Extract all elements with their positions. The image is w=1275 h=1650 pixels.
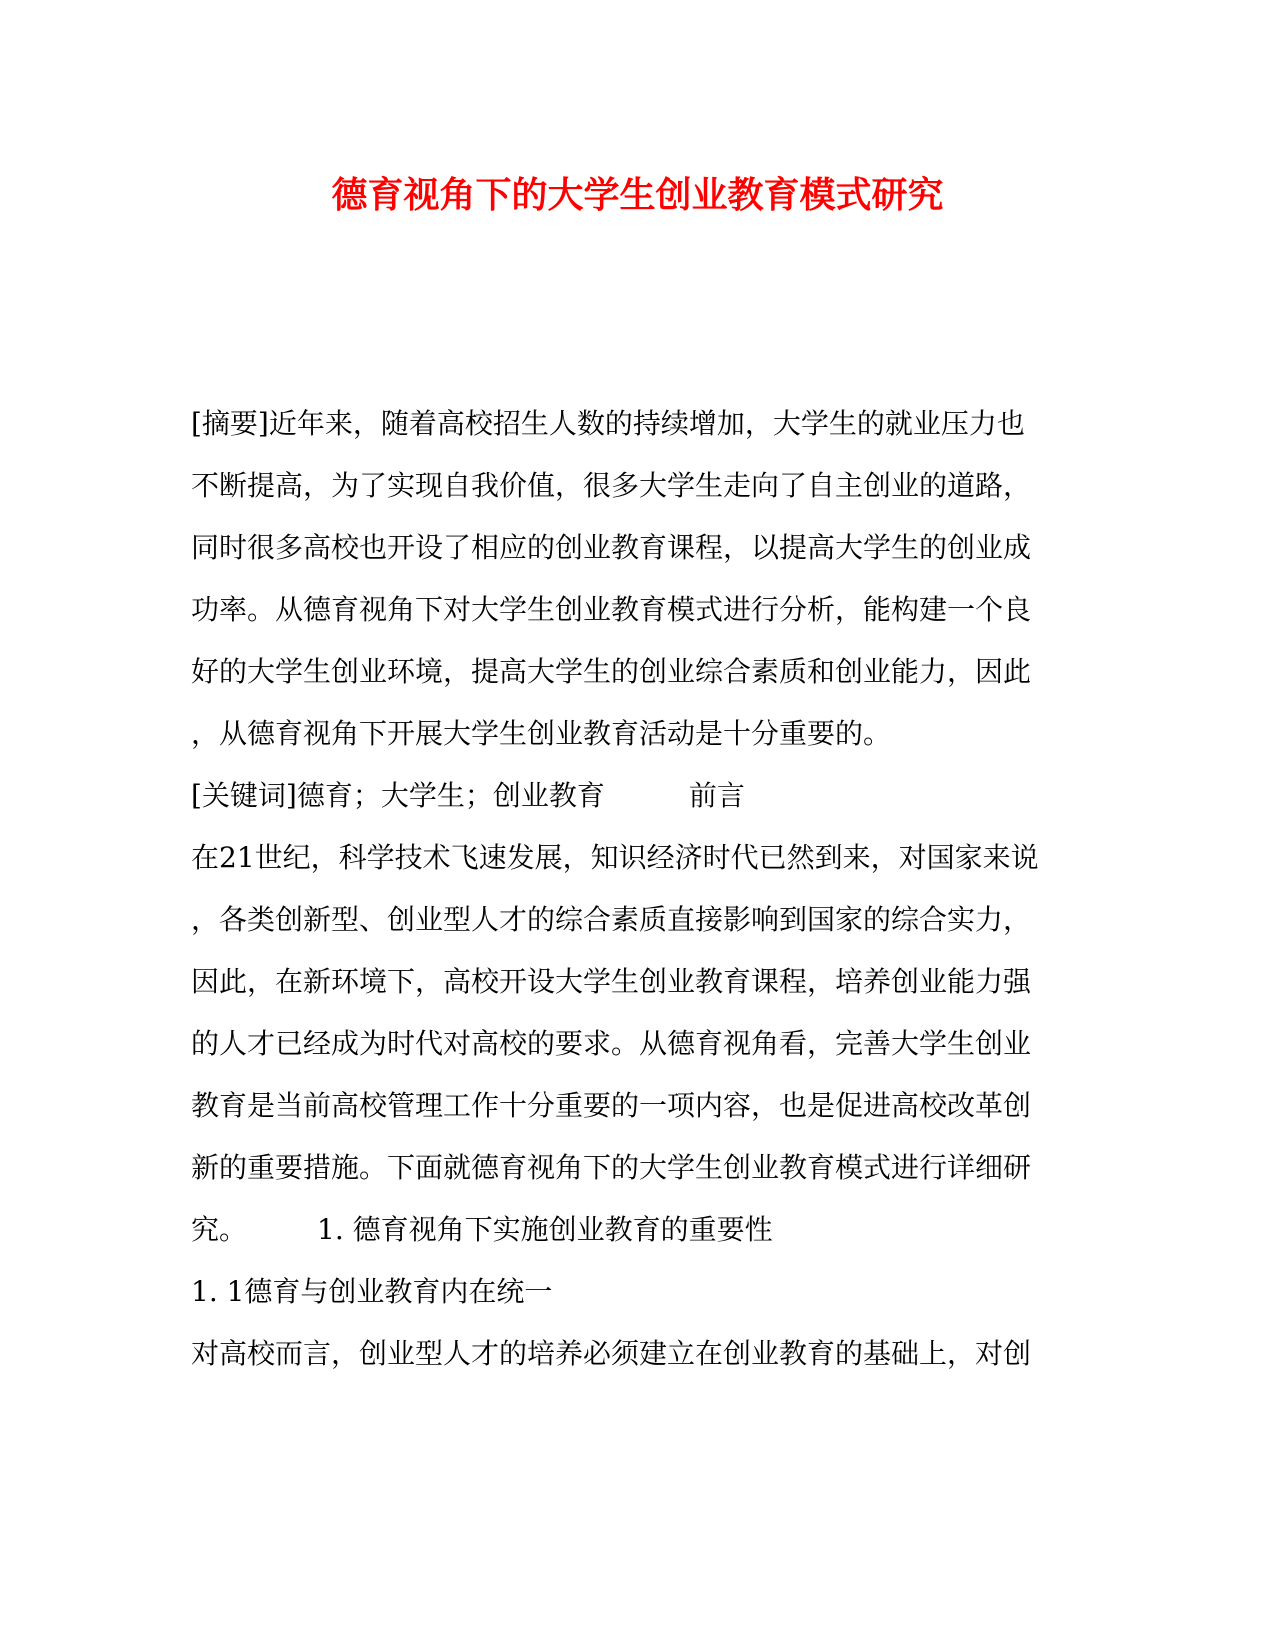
body-line: 不断提高，为了实现自我价值，很多大学生走向了自主创业的道路，	[191, 469, 1032, 502]
body-line: 因此，在新环境下，高校开设大学生创业教育课程，培养创业能力强	[191, 965, 1032, 998]
body-line: 同时很多高校也开设了相应的创业教育课程，以提高大学生的创业成	[191, 531, 1032, 564]
body-line: 功率。从德育视角下对大学生创业教育模式进行分析，能构建一个良	[191, 593, 1032, 626]
keywords-line: [关键词]德育；大学生；创业教育 前言	[191, 779, 745, 812]
body-line: 好的大学生创业环境，提高大学生的创业综合素质和创业能力，因此	[191, 655, 1032, 688]
body-line: 新的重要措施。下面就德育视角下的大学生创业教育模式进行详细研	[191, 1151, 1032, 1184]
body-line: 的人才已经成为时代对高校的要求。从德育视角看，完善大学生创业	[191, 1027, 1032, 1060]
page-title: 德育视角下的大学生创业教育模式研究	[331, 174, 944, 216]
body-line: ，各类创新型、创业型人才的综合素质直接影响到国家的综合实力，	[191, 903, 1032, 936]
body-line: ，从德育视角下开展大学生创业教育活动是十分重要的。	[191, 717, 892, 750]
section-heading-line: 究。 1. 德育视角下实施创业教育的重要性	[191, 1213, 773, 1246]
body-line: 教育是当前高校管理工作十分重要的一项内容，也是促进高校改革创	[191, 1089, 1032, 1122]
body-line: [摘要]近年来，随着高校招生人数的持续增加，大学生的就业压力也	[191, 407, 1025, 440]
body-line: 在21世纪，科学技术飞速发展，知识经济时代已然到来，对国家来说	[191, 841, 1039, 874]
body-line: 对高校而言，创业型人才的培养必须建立在创业教育的基础上，对创	[191, 1337, 1032, 1370]
subsection-heading: 1. 1德育与创业教育内在统一	[191, 1275, 553, 1308]
